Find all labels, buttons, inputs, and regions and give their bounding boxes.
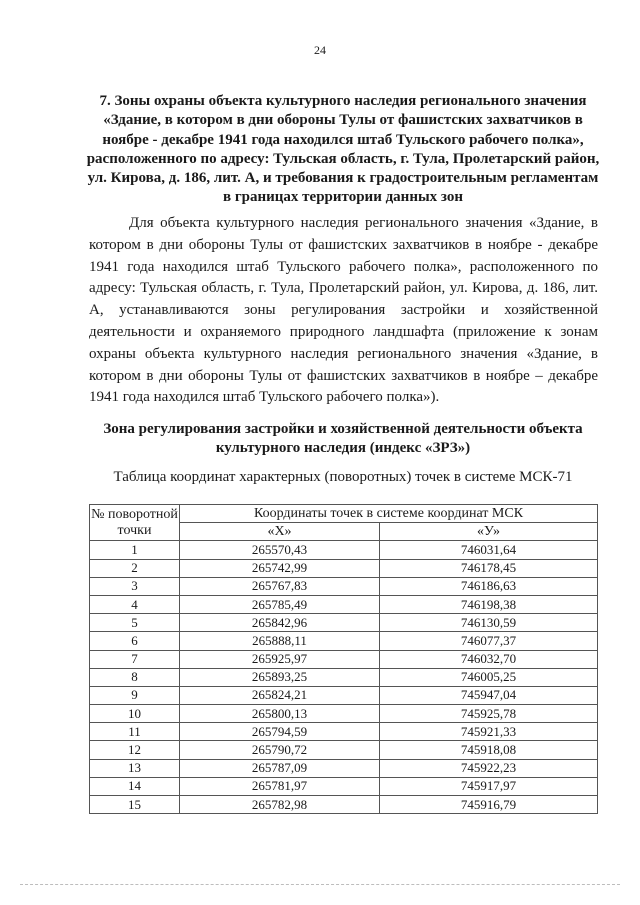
x-coordinate-cell: 265842,96 [180, 614, 380, 632]
table-row [90, 577, 598, 595]
x-coordinate-cell: 265781,97 [180, 777, 380, 795]
x-coordinate-cell: 265800,13 [180, 705, 380, 723]
x-coordinate-cell: 265888,11 [180, 632, 380, 650]
x-coordinate-cell: 265893,25 [180, 668, 380, 686]
y-coordinate-cell: 746178,45 [380, 559, 598, 577]
table-row [90, 559, 598, 577]
point-number-cell: 4 [90, 595, 180, 613]
x-coordinate-cell: 265742,99 [180, 559, 380, 577]
page-number: 24 [314, 43, 326, 57]
table-row [90, 777, 598, 795]
y-coordinate-cell: 745921,33 [380, 723, 598, 741]
zone-heading: Зона регулирования застройки и хозяйственной деятельности объекта культурного наследия (индекс «ЗРЗ») [103, 421, 583, 457]
x-coordinate-cell: 265824,21 [180, 686, 380, 704]
section-heading: 7. Зоны охраны объекта культурного наследия регионального значения «Здание, в котором в дни обороны Тулы от фашистских захватчиков в ноябре - декабре 1941 года находился штаб Тульского рабочего полка», расположенного по адресу: Тульская область, г. Тула, Пролетарский район, ул. Кирова, д. 186, лит. А, и требования к градостроительным регламентам в границах территории данных зон [86, 93, 600, 206]
table-row [90, 668, 598, 686]
table-caption: Таблица координат характерных (поворотных) точек в системе МСК-71 [113, 469, 573, 485]
scan-edge-divider [20, 884, 620, 885]
table-row [90, 614, 598, 632]
point-number-cell: 1 [90, 541, 180, 559]
point-number-cell: 13 [90, 759, 180, 777]
y-coordinate-cell: 746186,63 [380, 577, 598, 595]
y-coordinate-cell: 745918,08 [380, 741, 598, 759]
coordinates-table [89, 504, 598, 814]
x-coordinate-cell: 265925,97 [180, 650, 380, 668]
point-number-cell: 8 [90, 668, 180, 686]
point-number-cell: 2 [90, 559, 180, 577]
coordinates-group-header: Координаты точек в системе координат МСК [180, 505, 598, 523]
point-number-cell: 15 [90, 796, 180, 814]
point-number-cell: 11 [90, 723, 180, 741]
table-row [90, 759, 598, 777]
point-number-cell: 10 [90, 705, 180, 723]
x-coordinate-cell: 265790,72 [180, 741, 380, 759]
x-coordinate-cell: 265782,98 [180, 796, 380, 814]
point-number-cell: 3 [90, 577, 180, 595]
y-coordinate-cell: 746005,25 [380, 668, 598, 686]
x-coordinate-cell: 265794,59 [180, 723, 380, 741]
table-row [90, 595, 598, 613]
point-number-header: № поворотной точки [90, 505, 180, 541]
x-column-header: «Х» [180, 523, 380, 541]
point-number-cell: 12 [90, 741, 180, 759]
table-row [90, 705, 598, 723]
y-coordinate-cell: 746031,64 [380, 541, 598, 559]
y-coordinate-cell: 746198,38 [380, 595, 598, 613]
y-coordinate-cell: 745947,04 [380, 686, 598, 704]
x-coordinate-cell: 265570,43 [180, 541, 380, 559]
body-paragraph: Для объекта культурного наследия регионального значения «Здание, в котором в дни обороны Тулы от фашистских захватчиков в ноябре - декабре 1941 года находился штаб Тульского рабочего полка», расположенного по адресу: Тульская область, г. Тула, Пролетарский район, ул. Кирова, д. 186, лит. А, устанавливаются зоны регулирования застройки и хозяйственной деятельности и охраняемого природного ландшафта (приложение к зонам охраны объекта культурного наследия регионального значения «Здание, в котором в дни обороны Тулы от фашистских захватчиков в ноябре – декабре 1941 года находился штаб Тульского рабочего полка»). [89, 215, 598, 406]
table-row [90, 686, 598, 704]
y-coordinate-cell: 745917,97 [380, 777, 598, 795]
table-row [90, 650, 598, 668]
point-number-cell: 7 [90, 650, 180, 668]
y-coordinate-cell: 745922,23 [380, 759, 598, 777]
x-coordinate-cell: 265767,83 [180, 577, 380, 595]
table-row [90, 741, 598, 759]
point-number-cell: 14 [90, 777, 180, 795]
y-column-header: «У» [380, 523, 598, 541]
point-number-cell: 6 [90, 632, 180, 650]
table-row [90, 541, 598, 559]
y-coordinate-cell: 745916,79 [380, 796, 598, 814]
x-coordinate-cell: 265785,49 [180, 595, 380, 613]
table-row [90, 796, 598, 814]
point-number-cell: 9 [90, 686, 180, 704]
point-number-cell: 5 [90, 614, 180, 632]
coordinates-table-body [90, 541, 598, 814]
x-coordinate-cell: 265787,09 [180, 759, 380, 777]
y-coordinate-cell: 746032,70 [380, 650, 598, 668]
table-row [90, 632, 598, 650]
table-row [90, 723, 598, 741]
y-coordinate-cell: 746077,37 [380, 632, 598, 650]
y-coordinate-cell: 745925,78 [380, 705, 598, 723]
y-coordinate-cell: 746130,59 [380, 614, 598, 632]
